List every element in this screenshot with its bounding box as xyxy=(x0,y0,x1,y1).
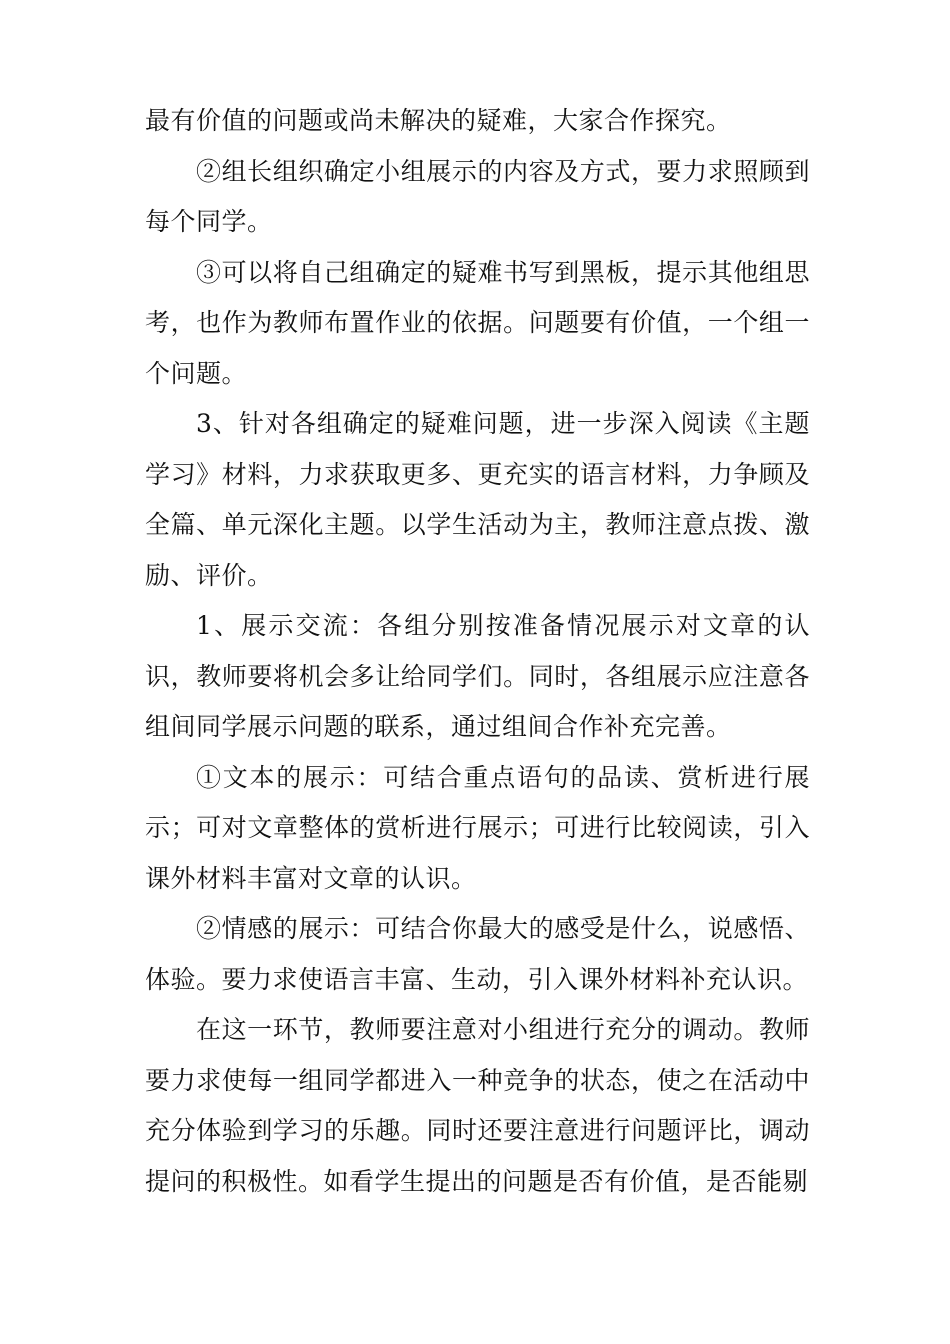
paragraph-1: 最有价值的问题或尚未解决的疑难，大家合作探究。 xyxy=(145,106,732,135)
paragraph-2: ②组长组织确定小组展示的内容及方式，要力求照顾到每个同学。 xyxy=(145,156,810,236)
paragraph-6: ①文本的展示：可结合重点语句的品读、赏析进行展示；可对文章整体的赏析进行展示；可进行比较阅读，引入课外材料丰富对文章的认识。 xyxy=(145,762,810,893)
paragraph-3: ③可以将自己组确定的疑难书写到黑板，提示其他组思考，也作为教师布置作业的依据。问题要有价值，一个组一个问题。 xyxy=(145,257,810,388)
paragraph-4: 3、针对各组确定的疑难问题，进一步深入阅读《主题学习》材料，力求获取更多、更充实的语言材料，力争顾及全篇、单元深化主题。以学生活动为主，教师注意点拨、激励、评价。 xyxy=(145,409,810,590)
paragraph-7: ②情感的展示：可结合你最大的感受是什么，说感悟、体验。要力求使语言丰富、生动，引入课外材料补充认识。 xyxy=(145,914,810,994)
document-body xyxy=(145,96,810,1207)
paragraph-8: 在这一环节，教师要注意对小组进行充分的调动。教师要力求使每一组同学都进入一种竞争的状态，使之在活动中充分体验到学习的乐趣。同时还要注意进行问题评比，调动提问的积极性。如看学生提出的问题是否有价值，是否能剔 xyxy=(145,1015,810,1196)
paragraph-5: 1、展示交流：各组分别按准备情况展示对文章的认识，教师要将机会多让给同学们。同时，各组展示应注意各组间同学展示问题的联系，通过组间合作补充完善。 xyxy=(145,611,810,741)
